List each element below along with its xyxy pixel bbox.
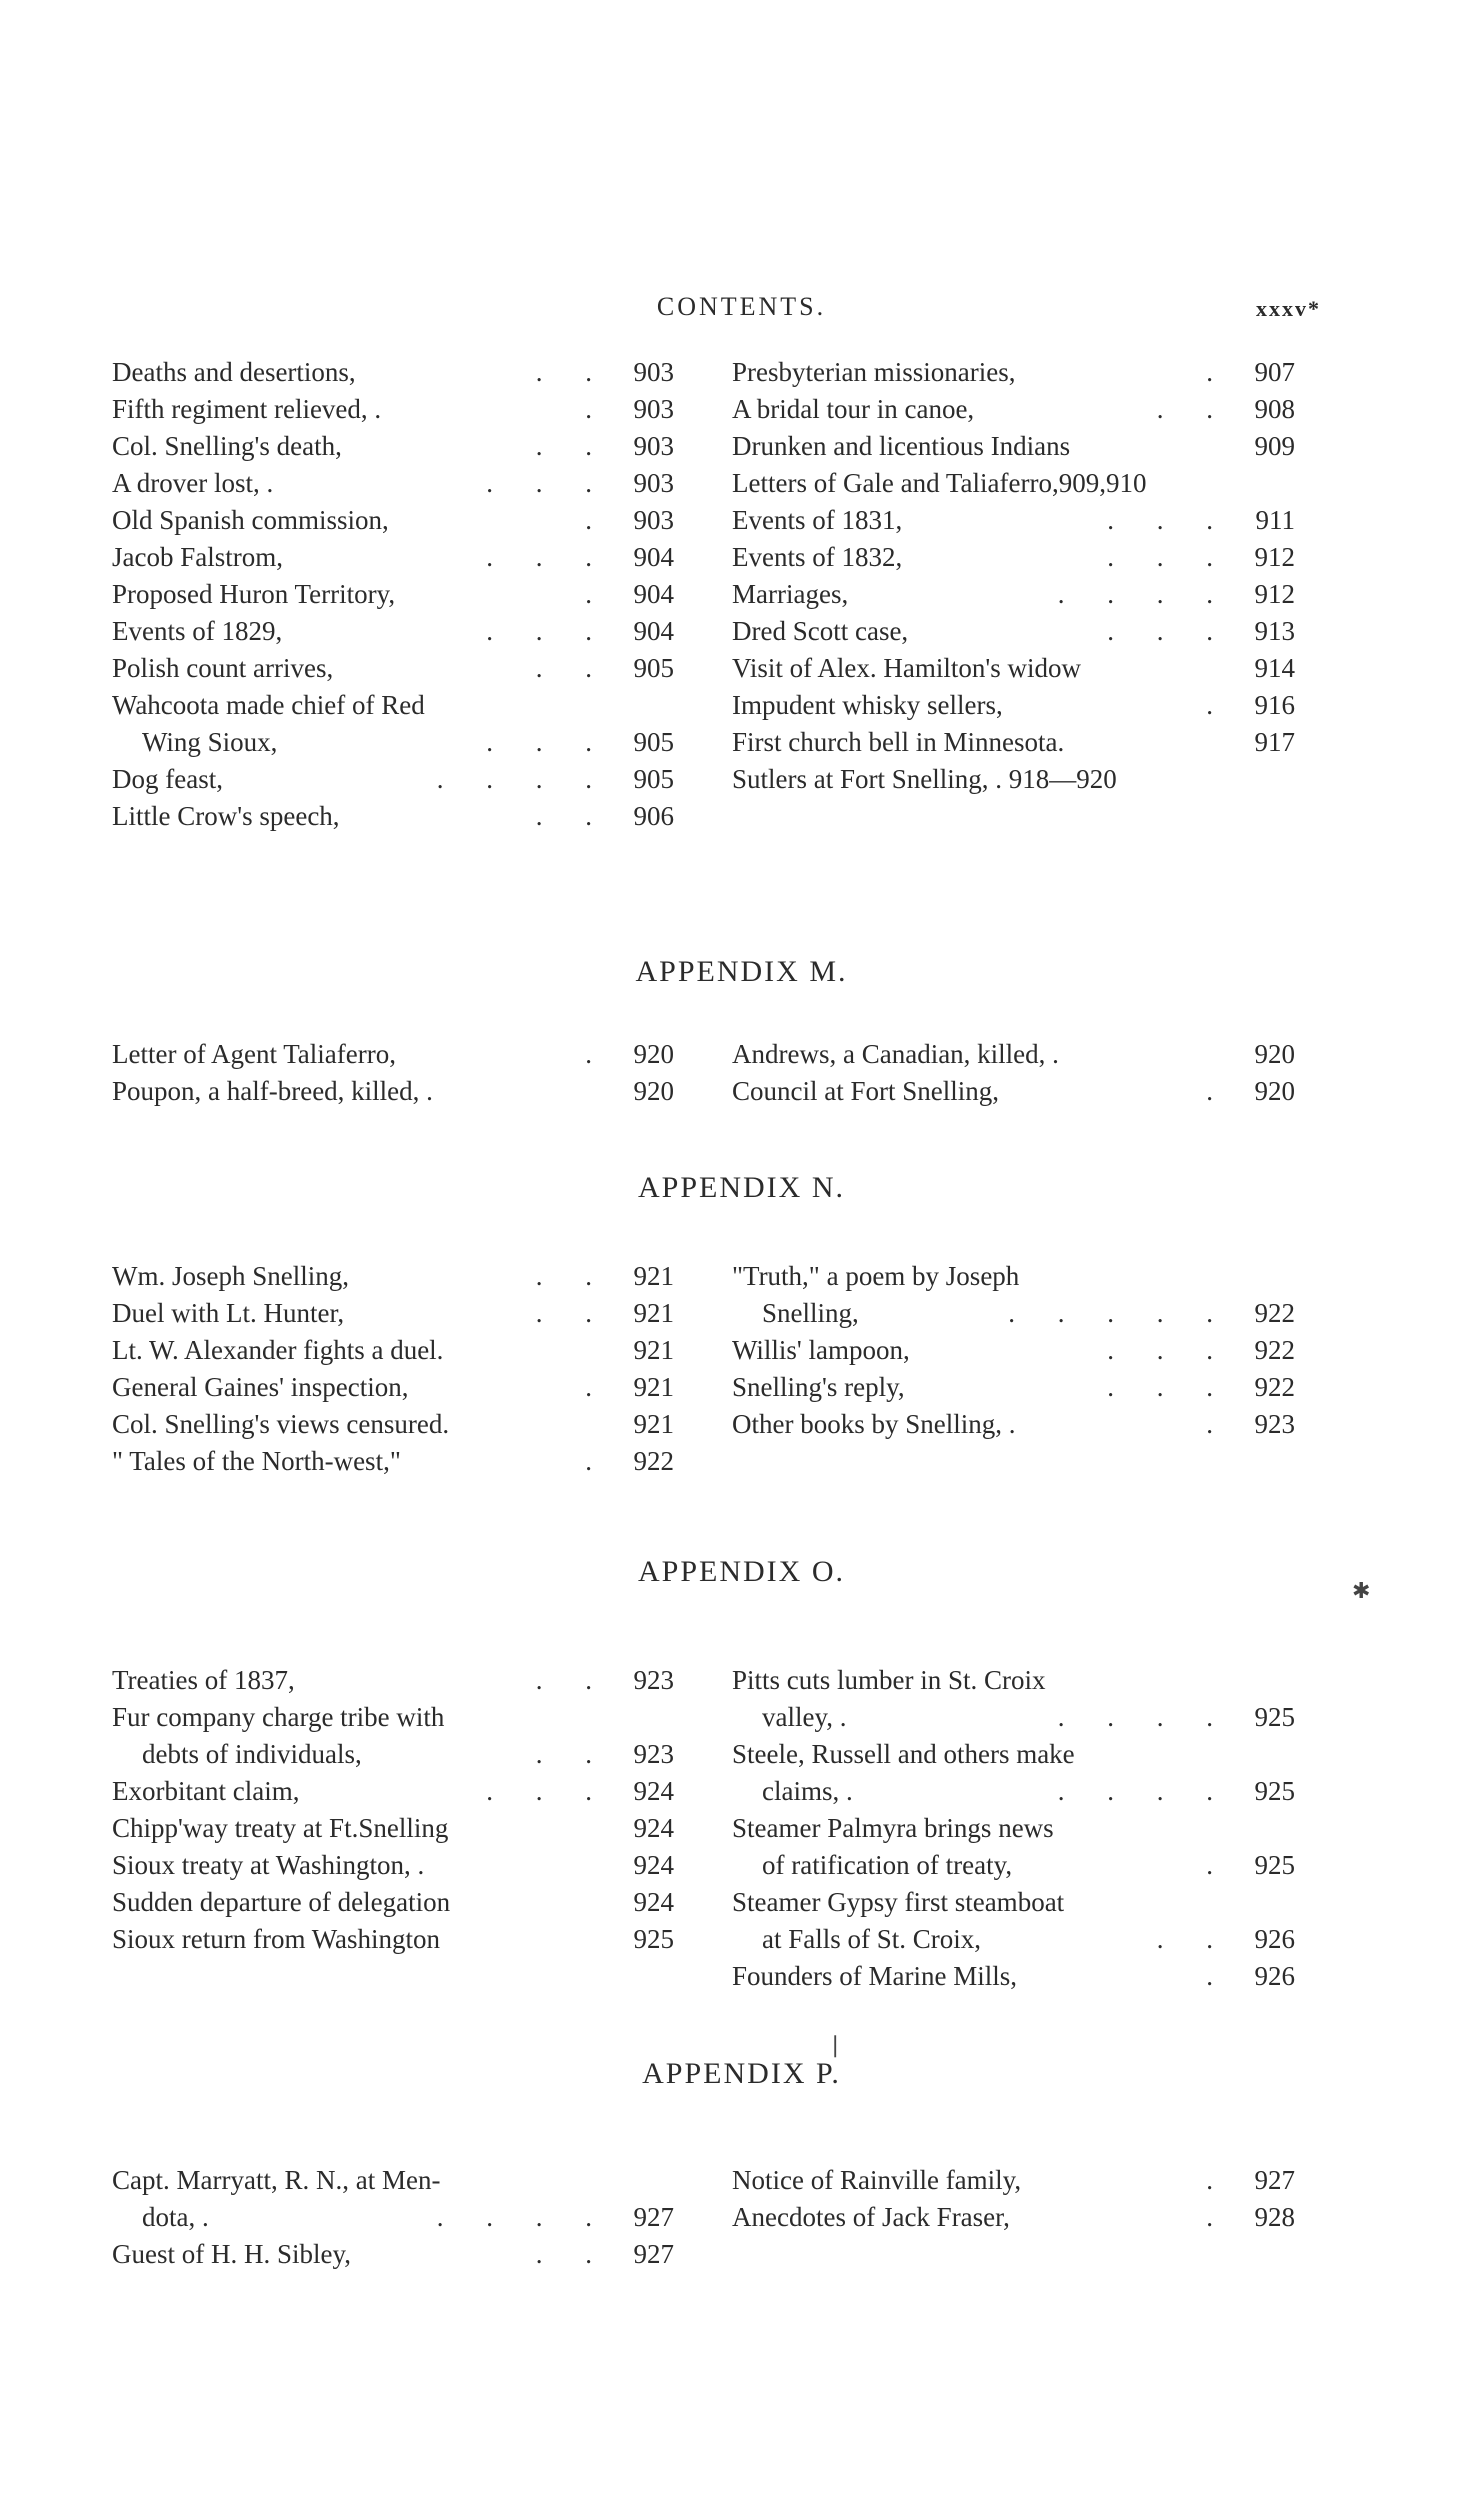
page-number: 925 [1254,1850,1295,1880]
toc-entry [732,1736,1295,1773]
entry-title: Council at Fort Snelling, [732,1076,999,1106]
dot-leader: . [585,1372,610,1402]
dot-leader: . . . [1107,505,1231,535]
page-number: 903 [633,505,674,535]
entry-title: Deaths and desertions, [112,357,356,387]
toc-entry [732,1958,1295,1995]
page-number: 925 [1254,1776,1295,1806]
page-number: 923 [1254,1409,1295,1439]
entry-title: Old Spanish commission, [112,505,389,535]
printing-mark: ❘ [826,2032,845,2057]
page-number: 921 [633,1298,674,1328]
entry-title: at Falls of St. Croix, [762,1924,982,1954]
printing-mark: ✱ [1352,1578,1371,1603]
page-number: 923 [633,1739,674,1769]
toc-entry [732,687,1295,724]
page-number: 924 [633,1887,674,1917]
entry-title: Presbyterian missionaries, [732,357,1016,387]
page-number: 927 [633,2239,674,2269]
page-number: 913 [1254,616,1295,646]
entry-title: Dred Scott case, [732,616,909,646]
toc-entry [112,1662,674,1699]
dot-leader: . [585,579,610,609]
page-number: 921 [633,1409,674,1439]
entry-title: General Gaines' inspection, [112,1372,409,1402]
toc-entry [112,1810,674,1847]
entry-title: Fifth regiment relieved, . [112,394,382,424]
dot-leader: . [585,394,610,424]
dot-leader: . . . [486,468,610,498]
entry-title: Polish count arrives, [112,653,334,683]
entry-title: Founders of Marine Mills, [732,1961,1017,1991]
appendix-p [0,2054,1483,2269]
dot-leader: . [585,1039,610,1069]
page-number: 904 [633,579,674,609]
entry-title: Notice of Rainville family, [732,2165,1022,2195]
page-number: 922 [1254,1298,1295,1328]
toc-entry [112,1295,674,1332]
entry-title: Jacob Falstrom, [112,542,283,572]
page-number: 922 [633,1446,674,1476]
page-number: 905 [633,764,674,794]
toc-entry [732,1036,1295,1073]
toc-entry [732,465,1295,502]
entry-title: Snelling, [762,1298,859,1328]
toc-entry [112,1884,674,1921]
page-number: 917 [1254,727,1295,757]
dot-leader: . . [535,431,610,461]
appendix-o [0,1552,1483,1991]
appendix-title: APPENDIX P. [642,2057,841,2090]
entry-title: Little Crow's speech, [112,801,340,831]
page-number: 923 [633,1665,674,1695]
entry-title: Sudden departure of delegation [112,1887,451,1917]
entry-title: dota, . [142,2202,209,2232]
toc-entry [732,1406,1295,1443]
entry-title: Capt. Marryatt, R. N., at Men- [112,2165,441,2195]
toc-entry [732,1773,1295,1810]
left-column [112,1662,674,1958]
entry-title: Wahcoota made chief of Red [112,690,425,720]
entry-title: Steele, Russell and others make [732,1739,1075,1769]
dot-leader: . . [535,1298,610,1328]
toc-entry [732,2162,1295,2199]
dot-leader: . . . [486,727,610,757]
left-column [112,1036,674,1110]
toc-entry [732,428,1295,465]
toc-entry [732,650,1295,687]
entry-title: Drunken and licentious Indians [732,431,1071,461]
entry-title: Sioux treaty at Washington, . [112,1850,425,1880]
toc-entry [112,650,674,687]
toc-entry [112,354,674,391]
toc-entry [112,1258,674,1295]
page-number: 911 [1255,505,1295,535]
toc-entry [112,1369,674,1406]
dot-leader: . [1206,1961,1231,1991]
dot-leader: . . [1156,1924,1231,1954]
right-column [732,1662,1295,1995]
toc-entry [112,798,674,835]
toc-entry [112,761,674,798]
page-number: 927 [1254,2165,1295,2195]
entry-title: Snelling's reply, [732,1372,905,1402]
page-number: 906 [633,801,674,831]
right-column [732,1258,1295,1443]
dot-leader: . . [535,357,610,387]
dot-leader: . . . [486,542,610,572]
left-column [112,2162,674,2273]
page-number: 927 [633,2202,674,2232]
entry-title: Chipp'way treaty at Ft.Snelling [112,1813,449,1843]
dot-leader: . [585,505,610,535]
page-number: 928 [1254,2202,1295,2232]
dot-leader: . . . . [1057,1702,1231,1732]
page-number: 926 [1254,1961,1295,1991]
right-column [732,1036,1295,1110]
toc-entry [732,761,1295,798]
page-number: 903 [633,431,674,461]
dot-leader: . . [535,653,610,683]
entry-title: " Tales of the North-west," [112,1446,401,1476]
entry-title: Pitts cuts lumber in St. Croix [732,1665,1046,1695]
entry-title: Steamer Palmyra brings news [732,1813,1054,1843]
toc-entry [112,687,674,724]
toc-entry [112,1443,674,1480]
dot-leader: . [1206,1409,1231,1439]
dot-leader: . [1206,2165,1231,2195]
entry-title: Events of 1831, [732,505,903,535]
toc-entry [112,2162,674,2199]
appendix-title: APPENDIX M. [635,955,848,988]
entry-title: A drover lost, . [112,468,274,498]
toc-entry [732,2199,1295,2236]
toc-entry [732,1073,1295,1110]
toc-entry [112,576,674,613]
entry-title: "Truth," a poem by Joseph [732,1261,1020,1291]
entry-title: Treaties of 1837, [112,1665,295,1695]
entry-title: Fur company charge tribe with [112,1702,445,1732]
dot-leader: . . . . [1057,579,1231,609]
page-number: 916 [1254,690,1295,720]
toc-entry [732,1847,1295,1884]
entry-title: Letter of Agent Taliaferro, [112,1039,396,1069]
dot-leader: . [1206,1850,1231,1880]
entry-title: Col. Snelling's death, [112,431,342,461]
toc-entry [732,1884,1295,1921]
dot-leader: . [1206,2202,1231,2232]
page-number: 920 [1254,1076,1295,1106]
toc-entry [112,502,674,539]
appendix-title: APPENDIX N. [637,1171,845,1204]
entry-title: Willis' lampoon, [732,1335,910,1365]
toc-entry [112,1773,674,1810]
toc-entry [112,539,674,576]
entry-title: Col. Snelling's views censured. [112,1409,450,1439]
entry-title: Duel with Lt. Hunter, [112,1298,345,1328]
dot-leader: . . . [486,616,610,646]
toc-entry [732,1258,1295,1295]
entry-title: Sioux return from Washington [112,1924,441,1954]
page-number: 925 [1254,1702,1295,1732]
entry-title: A bridal tour in canoe, [732,394,975,424]
toc-entry [112,1699,674,1736]
page-number: 904 [633,542,674,572]
entry-title: valley, . [762,1702,847,1732]
page-number: 922 [1254,1372,1295,1402]
page-number: 921 [633,1335,674,1365]
right-column [732,2162,1295,2236]
page-number: 903 [633,357,674,387]
entry-title: claims, . [762,1776,853,1806]
page-number: 920 [1254,1039,1295,1069]
toc-entry [112,1036,674,1073]
toc-entry [112,2236,674,2273]
dot-leader: . . . . [436,2202,610,2232]
page-number: 907 [1254,357,1295,387]
page-number: 920 [633,1076,674,1106]
toc-entry [732,724,1295,761]
page-number: 908 [1254,394,1295,424]
entry-title: Visit of Alex. Hamilton's widow [732,653,1081,683]
right-column [732,354,1295,798]
toc-entry [732,539,1295,576]
entry-title: Events of 1832, [732,542,903,572]
entry-title: Other books by Snelling, . [732,1409,1016,1439]
page-number: 903 [633,394,674,424]
toc-entry [112,1736,674,1773]
dot-leader: . . . [1107,1335,1231,1365]
entry-title: Poupon, a half-breed, killed, . [112,1076,433,1106]
dot-leader: . [1206,357,1231,387]
page-number: 912 [1254,579,1295,609]
toc-entry [112,724,674,761]
toc-entry [112,2199,674,2236]
dot-leader: . [1206,1076,1231,1106]
toc-entry [732,1810,1295,1847]
entry-title: Guest of H. H. Sibley, [112,2239,351,2269]
entry-title: Impudent whisky sellers, [732,690,1003,720]
toc-entry [732,391,1295,428]
dot-leader: . [1206,690,1231,720]
entry-title: Proposed Huron Territory, [112,579,396,609]
entry-title: Wm. Joseph Snelling, [112,1261,349,1291]
toc-entry [732,1295,1295,1332]
dot-leader: . . . . [1057,1776,1231,1806]
toc-entry [112,1332,674,1369]
dot-leader: . . [535,801,610,831]
toc-entry [112,465,674,502]
page-number: 903 [633,468,674,498]
toc-entry [732,1369,1295,1406]
page-number: 922 [1254,1335,1295,1365]
entry-title: Events of 1829, [112,616,283,646]
entry-title: Anecdotes of Jack Fraser, [732,2202,1010,2232]
entry-title: Lt. W. Alexander fights a duel. [112,1335,444,1365]
toc-entry [112,1406,674,1443]
entry-title: Dog feast, [112,764,223,794]
dot-leader: . . [535,1261,610,1291]
entry-title: Andrews, a Canadian, killed, . [732,1039,1059,1069]
page-number: 909 [1254,431,1295,461]
page-number: 924 [633,1813,674,1843]
toc-entry [112,391,674,428]
dot-leader: . . . [1107,542,1231,572]
page-number: 926 [1254,1924,1295,1954]
entry-title: debts of individuals, [142,1739,362,1769]
page-number: 924 [633,1776,674,1806]
toc-entry [112,613,674,650]
entry-title: First church bell in Minnesota. [732,727,1065,757]
page-number: 904 [633,616,674,646]
toc-entry [112,1073,674,1110]
toc-entry [732,354,1295,391]
page-number: 924 [633,1850,674,1880]
appendix-title: APPENDIX O. [637,1555,845,1588]
dot-leader: . . . . [436,764,610,794]
toc-entry [112,1847,674,1884]
toc-entry [732,1921,1295,1958]
dot-leader: . . [535,2239,610,2269]
page-number: 912 [1254,542,1295,572]
page-number: 921 [633,1261,674,1291]
dot-leader: . . [535,1739,610,1769]
page-number: 920 [633,1039,674,1069]
toc-entry [112,1921,674,1958]
dot-leader: . . . . . [1008,1298,1231,1328]
dot-leader: . . . [1107,1372,1231,1402]
entry-title: Marriages, [732,579,849,609]
page-number: 921 [633,1372,674,1402]
entry-title: Steamer Gypsy first steamboat [732,1887,1065,1917]
page-number: 914 [1254,653,1295,683]
appendix-m [0,952,1483,1106]
toc-entry [732,613,1295,650]
running-head [0,292,1483,328]
entry-title: Exorbitant claim, [112,1776,300,1806]
toc-entry [732,502,1295,539]
running-title: CONTENTS. [656,292,827,321]
dot-leader: . . [535,1665,610,1695]
toc-entry [732,576,1295,613]
page-number: 925 [633,1924,674,1954]
dot-leader: . [585,1446,610,1476]
toc-entry [732,1332,1295,1369]
toc-entry [732,1699,1295,1736]
left-column [112,354,674,835]
dot-leader: . . . [486,1776,610,1806]
entry-title: Sutlers at Fort Snelling, . 918—920 [732,764,1117,794]
left-column [112,1258,674,1480]
entry-title: of ratification of treaty, [762,1850,1013,1880]
toc-entry [732,1662,1295,1699]
page-folio: xxxv* [1256,296,1321,321]
entry-title: Letters of Gale and Taliaferro,909,910 [732,468,1147,498]
entry-title: Wing Sioux, [142,727,278,757]
page-number: 905 [633,727,674,757]
appendix-n [0,1168,1483,1476]
dot-leader: . . [1156,394,1231,424]
dot-leader: . . . [1107,616,1231,646]
page-number: 905 [633,653,674,683]
toc-entry [112,428,674,465]
